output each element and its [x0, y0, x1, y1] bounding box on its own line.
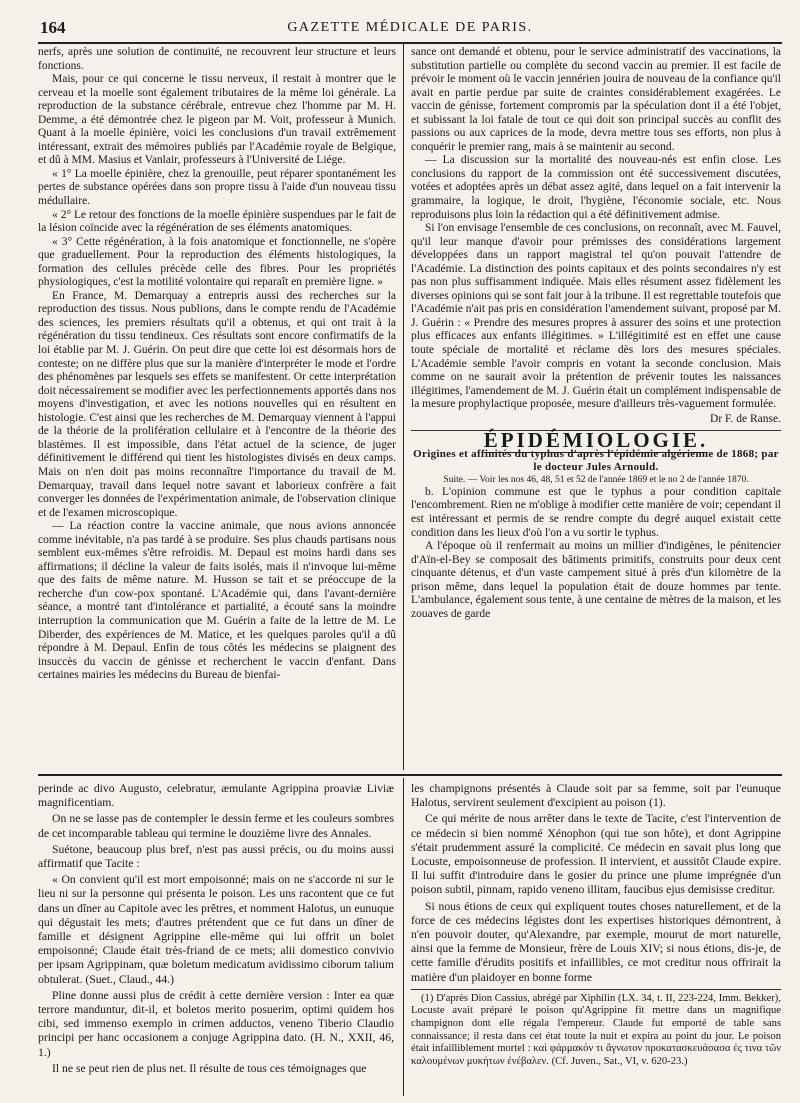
article-note: Suite. — Voir les nos 46, 48, 51 et 52 de l'année 1869 et le no 2 de l'année 1870. [443, 474, 749, 485]
paragraph: perinde ac divo Augusto, celebratur, æmulante Agrippina proaviæ Liviæ magnificentiam. [38, 782, 394, 810]
running-title: GAZETTE MÉDICALE DE PARIS. [287, 20, 533, 35]
paragraph: b. L'opinion commune est que le typhus a pour condition capitale l'encombrement. Rien ne m'oblige à modifier cette manière de voir; cependant il est intéressant et permis de se rendre compte du degré auquel existait cette condition dans les lieux d'où l'on a vu sortir le typhus. [411, 485, 781, 539]
lower-left-column [38, 782, 394, 1096]
section-title [411, 428, 781, 453]
paragraph: Si nous étions de ceux qui expliquent toutes choses naturellement, et de la force de ces médecins légistes dont les expertises historiques démontrent, à n'en pouvoir douter, qu'Alexandre, par exemple, mourut de mort naturelle, ainsi que la femme de Monsieur, frère de Louis XIV; si nous étions, dis-je, de cette famille d'érudits positifs et infaillibles, ce mot creditur nous offrirait la matière d'un plaidoyer en bonne forme [411, 899, 781, 984]
paragraph: Il ne se peut rien de plus net. Il résulte de tous ces témoignages que [52, 1061, 367, 1075]
paragraph: « 1° La moelle épinière, chez la grenouille, peut réparer spontanément les pertes de substance opérées dans son propre tissu à l'aide d'un nouveau tissu médullaire. [38, 167, 396, 208]
paragraph: Ce qui mérite de nous arrêter dans le texte de Tacite, c'est l'intervention de ce médecin si bien nommé Xénophon (qui tue son hôte), et dont Agrippine s'était prudemment assuré la complicité. Ce médecin en savait plus long que Locuste, empoisonneuse de profession. Il intervient, et aussitôt Claude expire. Il lui suffit d'introduire dans le gosier du prince une plume imprégnée d'un poison subtil, pinnam, rapido veneno illitam, faucibus ejus demisisse creditur. [411, 812, 781, 897]
lower-right-column [411, 782, 781, 1096]
paragraph: A l'époque où il renfermait au moins un millier d'indigènes, le pénitencier d'Aïn-el-Bey se composait des bâtiments primitifs, construits pour deux cent cinquante détenus, et d'un vaste campement situé à près d'un kilomètre de la prison même, dans lequel la population était de douze hommes par tente. L'ambulance, également sous tente, à une centaine de mètres de la maison, et les zouaves de garde [411, 540, 781, 620]
author-signature: Dr F. de Ranse. [710, 412, 781, 425]
footnote: (1) D'après Dion Cassius, abrégé par Xiphilin (LX. 34, t. II, 223-224, Imm. Bekker), Locuste avait préparé le poison qu'Agrippine fit mettre dans un magnifique champignon dont elle régala l'empereur. Claude fut emporté de table sans connaissance; il resta dans cet état toute la nuit et expira au point du jour. Le poison était infailliblement mortel : καὶ φάρμακόν τι ἄγνωτον προκατασκευάσασα ἐς τινα τῶν καλουμένων μυκήτων ἐνέβαλεν. (Cf. Juven., Sat., VI, v. 620-23.) [411, 992, 781, 1067]
paragraph: — La réaction contre la vaccine animale, que nous avions annoncée comme inévitable, n'a pas tardé à se produire. Ses plus chauds partisans nous semblent eux-mêmes s'être refroidis. M. Depaul est moins hardi dans ses affirmations; il décline la valeur de faits isolés, mais il n'invoque lui-même que des faits de même nature. M. Husson se tait et se préoccupe de la recherche d'un cow-pox spontané. L'Académie qui, dans l'avant-dernière séance, a montré tant d'intolérance et partialité, a écouté sans la moindre interruption la communication que M. Guérin a faite de la lettre de M. Le Diberder, des expériences de M. Matice, et les quelques paroles qu'il a dû répondre à M. Depaul. Enfin de tous côtés les médecins se plaignent des insuccès du vaccin de génisse et recherchent le vaccin d'enfant. Dans certaines mairies les médecins du Bureau de bienfai- [38, 520, 396, 682]
paragraph: On ne se lasse pas de contempler le dessin ferme et les couleurs sombres de cet incomparable tableau qui termine le douzième livre des Annales. [38, 812, 394, 840]
paragraph: Pline donne aussi plus de crédit à cette dernière version : Inter ea quæ terrore manduntur, dit-il, et boletos merito posuerim, optimi quidem hos cibi, sed immenso exemplo in crimen adductos, veneno Tiberio Claudio principi per hanc occasionem a conjuge Agrippina dato. (H. N., XXII, 46, 1.) [38, 988, 394, 1059]
page-header [40, 18, 780, 40]
paragraph: En France, M. Demarquay a entrepris aussi des recherches sur la reproduction des tissus. Nous publions, dans le compte rendu de l'Académie des sciences, les premiers résultats qu'il a obtenus, et qui ont trait à la régénération du tissu tendineux. Ces résultats sont encore confirmatifs de la loi établie par M. J. Guérin. On peut dire que cette loi est désormais hors de conteste; on ne diffère plus que sur la manière d'interpréter le mode et l'ordre des phénomènes par lesquels ses effets se manifestent. Or cette interprétation doit nécessairement se modifier avec les perfectionnements apportés dans nos moyens d'investigation, et avec les notions nouvelles qui en résultent en histologie. C'est ainsi que les recherches de M. Demarquay viennent à l'appui de la théorie de la prolifération cellulaire et à l'encontre de la théorie des blastèmes. Il est impossible, dans l'état actuel de la science, de juger définitivement le différend qui tient les histologistes divisés en deux camps. Mais on n'en doit pas moins reconnaître l'importance du travail de M. Demarquay, travail dans lequel notre savant et laborieux confrère a fait converger les données de l'expérimentation animale, de l'observation clinique et de l'examen microscopique. [38, 289, 396, 519]
upper-column-divider [403, 44, 404, 770]
paragraph: nerfs, après une solution de continuité, ne recouvrent leur structure et leurs fonctions. [38, 46, 396, 72]
paragraph: « 2° Le retour des fonctions de la moelle épinière suspendues par le fait de la lésion coïncide avec la régénération de ses éléments anatomiques. [38, 208, 396, 235]
paragraph: Suétone, beaucoup plus bref, n'est pas aussi précis, ou du moins aussi affirmatif que Tacite : [38, 842, 394, 871]
page-number: 164 [40, 18, 66, 37]
left-column [38, 46, 396, 770]
paragraph: sance ont demandé et obtenu, pour le service administratif des vaccinations, la substitution partielle ou complète du second vaccin au premier. Il est facile de prévoir le moment où le vaccin jennérien jouira de nouveau de la confiance qu'il avait en partie perdue par suite de craintes considérablement exagérées. Le vaccin de génisse, fortement compromis par la spéculation dont il a été l'objet, et subissant la loi fatale de tout ce qui doit son principal succès au conflit des passions ou aux caprices de la mode, devra mettre tous ses efforts, non plus à conquérir le premier rang, mais à se maintenir au second. [411, 46, 781, 153]
lower-column-divider [403, 778, 404, 1096]
article-title: Origines et affinités du typhus d'après l'épidémie algérienne de 1868; par le docteur Jules Arnould. [413, 447, 779, 473]
footnote-rule [411, 989, 781, 990]
right-column [411, 46, 781, 770]
paragraph: « 3° Cette régénération, à la fois anatomique et fonctionnelle, ne s'opère que graduellement. Pour la reproduction des éléments histologiques, la formation des cellules précède celle des fibres. Pour les propriétés physiologiques, c'est la motilité volontaire qui reparaît en première ligne. » [38, 235, 396, 289]
section-title-text: ÉPIDÉMIOLOGIE. [483, 428, 709, 453]
paragraph: « On convient qu'il est mort empoisonné; mais on ne s'accorde ni sur le lieu ni sur la personne qui présenta le poison. Les uns racontent que ce fut dans un dîner au Capitole avec les prêtres, et nomment Halotus, un eunuque qui dégustait les mets; d'autres prétendent que ce fut dans un dîner de famille et désignent Agrippine elle-même qui lui offrit un bolet empoisonné; Claude était très-friand de ce mets; alii domestico convivio per ipsam Agrippinam, quæ boletum medicatum avidissimo ciborum talium obtulerat. (Suet., Claud., 44.) [38, 873, 394, 986]
paragraph: Mais, pour ce qui concerne le tissu nerveux, il restait à montrer que le cerveau et la moelle sont également tributaires de la même loi générale. La reproduction de la substance cérébrale, entrevue chez l'homme par M. H. Demme, a été démontrée chez le pigeon par M. Voit, professeur à Munich. Quant à la moelle épinière, voici les conclusions d'un travail extrêmement intéressant, extrait des mémoires publiés par l'Académie royale de Belgique, et dû à MM. Masius et Vanlair, professeurs à l'Université de Liége. [38, 73, 396, 167]
paragraph: les champignons présentés à Claude soit par sa femme, soit par l'eunuque Halotus, servirent seulement d'excipient au poison (1). [411, 782, 781, 810]
section-divider [38, 774, 782, 776]
paragraph: Si l'on envisage l'ensemble de ces conclusions, on reconnaît, avec M. Fauvel, qu'il leur manque d'avoir pour prémisses des considérations largement développées dans un rapport magistral tel qu'on pouvait l'attendre de l'Académie. La distinction des points capitaux et des points secondaires n'y est pas non plus suffisamment indiquée. Mais elles résument assez fidèlement les diverses opinions qui se sont fait jour à la tribune. Il est regrettable toutefois que l'Académie n'ait pas pris en considération l'amendement suivant, proposé par M. J. Guérin : « Prendre des mesures propres à assurer des soins et une protection plus efficaces aux enfants illégitimes. » L'illégitimité est en effet une cause toute spéciale de mortalité et réclame dès lors des mesures spéciales. L'Académie semble l'avoir compris en votant la seconde conclusion. Mais comme on ne saurait avoir la prétention de prévenir toutes les naissances illégitimes, l'amendement de M. J. Guérin était un complément indispensable de la mesure prophylactique proposée, mesure d'ailleurs très-vaguement formulée. [411, 222, 781, 411]
paragraph: — La discussion sur la mortalité des nouveau-nés est enfin close. Les conclusions du rapport de la commission ont été successivement discutées, votées et adoptées après un débat assez agité, dans lequel on a fait intervenir la grammaire, la logique, le droit, l'hygiène, l'économie sociale, etc. Nous reproduisons plus loin la rédaction qui a été définitivement admise. [411, 154, 781, 221]
header-rule [38, 42, 782, 44]
